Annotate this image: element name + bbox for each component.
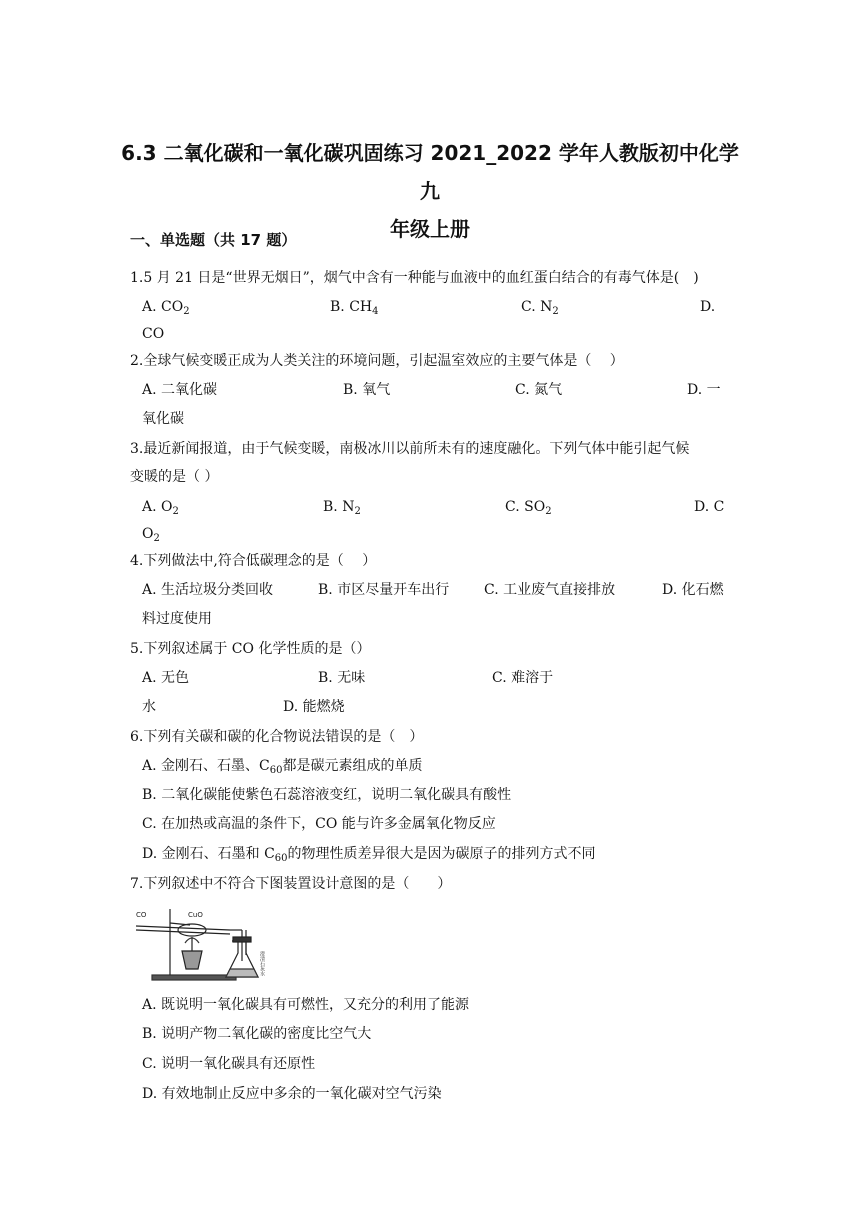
question-5-stem: 5.下列叙述属于 CO 化学性质的是（） (130, 641, 371, 657)
question-3-option-a[interactable]: A. $O_2$ (142, 499, 179, 517)
question-4-option-d[interactable]: D. 化石燃 (662, 582, 724, 598)
question-4-option-a[interactable]: A. 生活垃圾分类回收 (142, 582, 274, 598)
question-6-option-b[interactable]: B. 二氧化碳能使紫色石蕊溶液变红，说明二氧化碳具有酸性 (142, 787, 512, 803)
question-3-stem-line-2: 变暖的是（ ） (130, 469, 219, 485)
question-7-option-a[interactable]: A. 既说明一氧化碳具有可燃性，又充分的利用了能源 (142, 997, 470, 1013)
figure-label-liquid: 澄清石灰水 (259, 951, 265, 976)
question-1-option-b[interactable]: B. $CH_4$ (330, 299, 379, 317)
question-3-option-d-continued: $O_2$ (142, 526, 160, 544)
question-5-option-c[interactable]: C. 难溶于 (492, 670, 554, 686)
question-6-option-a[interactable]: A. 金刚石、石墨、$C_{60}$都是碳元素组成的单质 (142, 758, 423, 776)
apparatus-figure (130, 903, 272, 987)
question-4-option-c[interactable]: C. 工业废气直接排放 (484, 582, 616, 598)
question-1-stem: 1.5 月 21 日是“世界无烟日”，烟气中含有一种能与血液中的血红蛋白结合的有毒气体是( ) (130, 270, 699, 286)
question-1-option-a[interactable]: A. $CO_2$ (142, 299, 190, 317)
question-5-option-d[interactable]: D. 能燃烧 (283, 699, 345, 715)
question-5-option-b[interactable]: B. 无味 (318, 670, 366, 686)
title-line-2: 年级上册 (390, 217, 470, 241)
question-7-option-c[interactable]: C. 说明一氧化碳具有还原性 (142, 1056, 316, 1072)
section-heading: 一、单选题（共 17 题） (130, 231, 297, 249)
question-2-stem: 2.全球气候变暖正成为人类关注的环境问题，引起温室效应的主要气体是（ ） (130, 353, 624, 369)
question-5-option-c-continued: 水 (142, 699, 156, 715)
question-2-option-b[interactable]: B. 氧气 (343, 382, 391, 398)
question-6-option-d[interactable]: D. 金刚石、石墨和 $C_{60}$的物理性质差异很大是因为碳原子的排列方式不同 (142, 846, 596, 864)
question-3-option-c[interactable]: C. $SO_2$ (505, 499, 552, 517)
question-1-option-d-continued: CO (142, 326, 165, 342)
question-7-stem: 7.下列叙述中不符合下图装置设计意图的是（ ） (130, 876, 452, 892)
question-2-option-a[interactable]: A. 二氧化碳 (142, 382, 218, 398)
question-2-option-d[interactable]: D. 一 (687, 382, 721, 398)
question-6-stem: 6.下列有关碳和碳的化合物说法错误的是（ ） (130, 729, 424, 745)
question-7-option-d[interactable]: D. 有效地制止反应中多余的一氧化碳对空气污染 (142, 1086, 442, 1102)
question-1-option-d[interactable]: D. (700, 299, 716, 315)
question-2-option-d-continued: 氧化碳 (142, 411, 184, 427)
question-7-option-b[interactable]: B. 说明产物二氧化碳的密度比空气大 (142, 1026, 372, 1042)
question-6-option-c[interactable]: C. 在加热或高温的条件下，CO 能与许多金属氧化物反应 (142, 816, 496, 832)
figure-label-oxide: CuO (188, 911, 203, 919)
question-2-option-c[interactable]: C. 氮气 (515, 382, 563, 398)
question-4-option-d-continued: 料过度使用 (142, 611, 212, 627)
figure-label-inlet: CO (136, 911, 147, 919)
question-3-option-b[interactable]: B. $N_2$ (323, 499, 361, 517)
title-line-1: 6.3 二氧化碳和一氧化碳巩固练习 2021_2022 学年人教版初中化学九 (121, 141, 739, 203)
question-1-option-c[interactable]: C. $N_2$ (521, 299, 559, 317)
question-4-stem: 4.下列做法中,符合低碳理念的是（ ） (130, 553, 377, 569)
question-4-option-b[interactable]: B. 市区尽量开车出行 (318, 582, 450, 598)
question-3-option-d[interactable]: D. C (694, 499, 725, 515)
question-5-option-a[interactable]: A. 无色 (142, 670, 190, 686)
question-3-stem-line-1: 3.最近新闻报道，由于气候变暖，南极冰川以前所未有的速度融化。下列气体中能引起气候 (130, 441, 690, 457)
